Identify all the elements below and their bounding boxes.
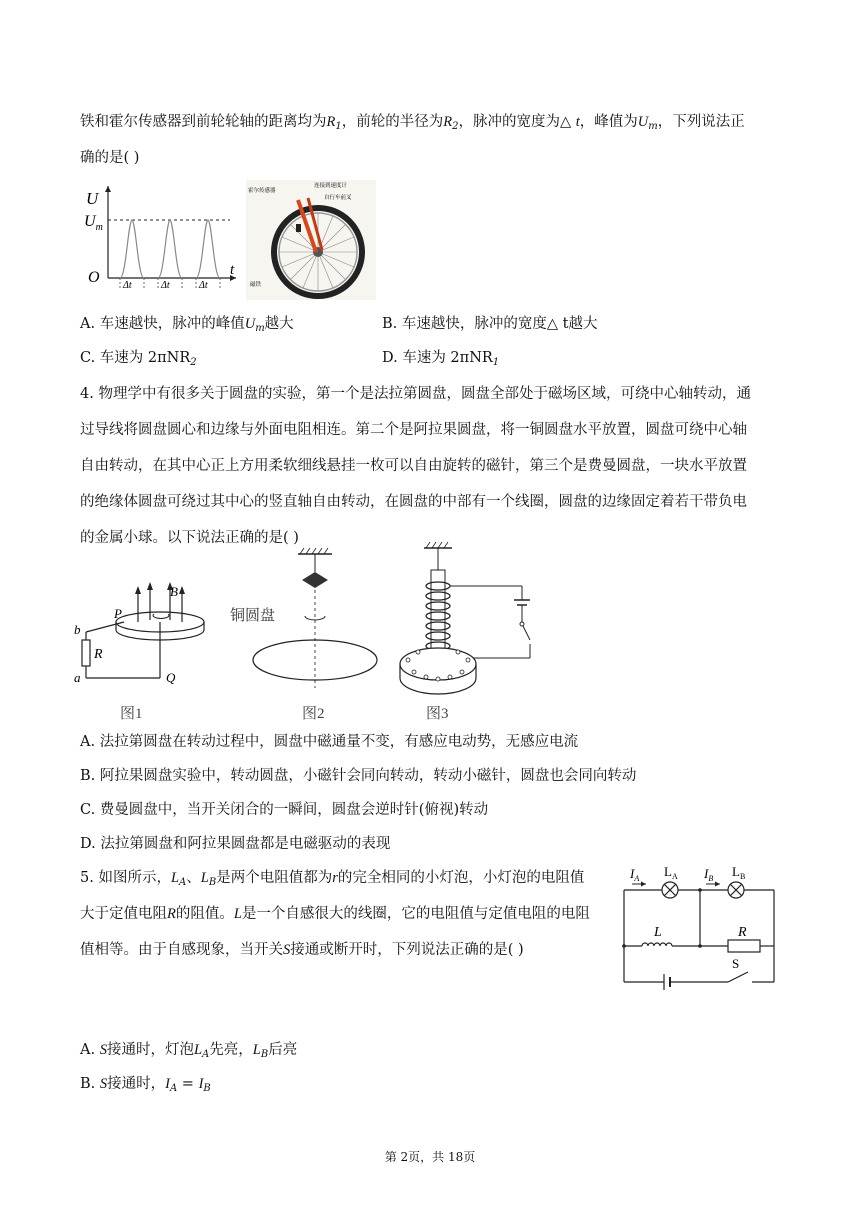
q3-option-c[interactable]: C. 车速为 2πNR$_2$ (80, 350, 197, 368)
q3-option-a[interactable]: A. 车速越快，脉冲的峰值$U_m$越大 (80, 316, 294, 334)
wheel-label-magnet: 磁铁 (250, 282, 262, 288)
graph-dt-label-1: Δt (123, 280, 132, 291)
q4-option-c[interactable]: C. 费曼圆盘中，当开关闭合的一瞬间，圆盘会逆时针(俯视)转动 (80, 802, 489, 818)
q3-option-d[interactable]: D. 车速为 2πNR$_1$ (382, 350, 500, 368)
q4-option-b[interactable]: B. 阿拉果圆盘实验中，转动圆盘，小磁针会同向转动，转动小磁针，圆盘也会同向转动 (80, 768, 637, 784)
disc-experiments-figure (70, 540, 550, 726)
q3-line1: 铁和霍尔传感器到前轮轮轴的距离均为$R_1$，前轮的半径为$R_2$，脉冲的宽度为△ t，峰值为$U_m$，下列说法正 (80, 114, 745, 132)
circuit-la-label: $L_A$ (664, 864, 678, 881)
circuit-ib-label: $I_B$ (704, 866, 714, 883)
circuit-diagram (616, 862, 784, 996)
graph-t-label: t (230, 262, 235, 278)
fig1-b-field-label: B (170, 584, 178, 599)
fig1-p-label: P (114, 606, 122, 621)
fig1-caption: 图1 (120, 706, 143, 722)
q3-option-b[interactable]: B. 车速越快，脉冲的宽度△ t越大 (382, 316, 598, 332)
q4-option-a[interactable]: A. 法拉第圆盘在转动过程中，圆盘中磁通量不变，有感应电动势，无感应电流 (80, 734, 579, 750)
bicycle-wheel-photo (246, 180, 376, 300)
circuit-ia-label: $I_A$ (630, 866, 640, 883)
q4-line-5: 的金属小球。以下说法正确的是( ) (80, 530, 299, 546)
graph-dt-label-2: Δt (161, 280, 170, 291)
graph-origin-label: O (88, 269, 100, 286)
wheel-label-hall-sensor: 霍尔传感器 (248, 188, 276, 194)
q4-line-4: 的绝缘体圆盘可绕过其中心的竖直轴自由转动，在圆盘的中部有一个线圈，圆盘的边缘固定着若干带负电 (80, 494, 747, 510)
fig1-a-label: a (74, 670, 81, 685)
q5-option-a[interactable]: A. S接通时，灯泡$L_A$先亮，$L_B$后亮 (80, 1042, 298, 1060)
page-footer: 第 2页，共 18页 (384, 1150, 476, 1164)
pulse-graph (80, 182, 240, 294)
graph-um-label: $U_m$ (84, 213, 103, 233)
q5-line2: 大于定值电阻R的阻值。L是一个自感很大的线圈，它的电阻值与定值电阻的电阻 (80, 906, 590, 922)
fig3-caption: 图3 (426, 706, 449, 722)
circuit-lb-label: $L_B$ (732, 864, 746, 881)
fig2-copper-label: 铜圆盘 (230, 608, 276, 624)
q4-line-1: 4. 物理学中有很多关于圆盘的实验，第一个是法拉第圆盘，圆盘全部处于磁场区域，可绕中心轴转动，通 (80, 386, 751, 402)
circuit-r-label: R (738, 925, 747, 940)
q4-option-d[interactable]: D. 法拉第圆盘和阿拉果圆盘都是电磁驱动的表现 (80, 836, 391, 852)
q3-line2: 确的是( ) (80, 150, 140, 166)
fig2-caption: 图2 (302, 706, 325, 722)
q3-options-cd (80, 340, 780, 381)
graph-u-label: U (86, 189, 99, 208)
q4-line-2: 过导线将圆盘圆心和边缘与外面电阻相连。第二个是阿拉果圆盘，将一铜圆盘水平放置，圆盘可绕中心轴 (80, 422, 747, 438)
graph-dt-label-3: Δt (199, 280, 208, 291)
circuit-s-label: S (732, 956, 740, 971)
q4-line-3: 自由转动，在其中心正上方用柔软细线悬挂一枚可以自由旋转的磁针，第三个是费曼圆盘，一块水平放置 (80, 458, 747, 474)
fig1-b-label: b (74, 622, 81, 637)
q5-line3: 值相等。由于自感现象，当开关S接通或断开时，下列说法正确的是( ) (80, 942, 524, 958)
q5-line1: 5. 如图所示，$L_A$、$L_B$是两个电阻值都为r的完全相同的小灯泡，小灯泡的电阻值 (80, 870, 585, 888)
fig1-r-label: R (94, 647, 103, 662)
q5-option-b[interactable]: B. S接通时，$I_A = I_B$ (80, 1076, 211, 1094)
circuit-l-label: L (654, 925, 662, 940)
fig1-q-label: Q (166, 670, 176, 685)
wheel-label-speedometer: 连接到速度计 (314, 183, 348, 189)
wheel-label-front-fork: 自行车前叉 (324, 195, 352, 201)
